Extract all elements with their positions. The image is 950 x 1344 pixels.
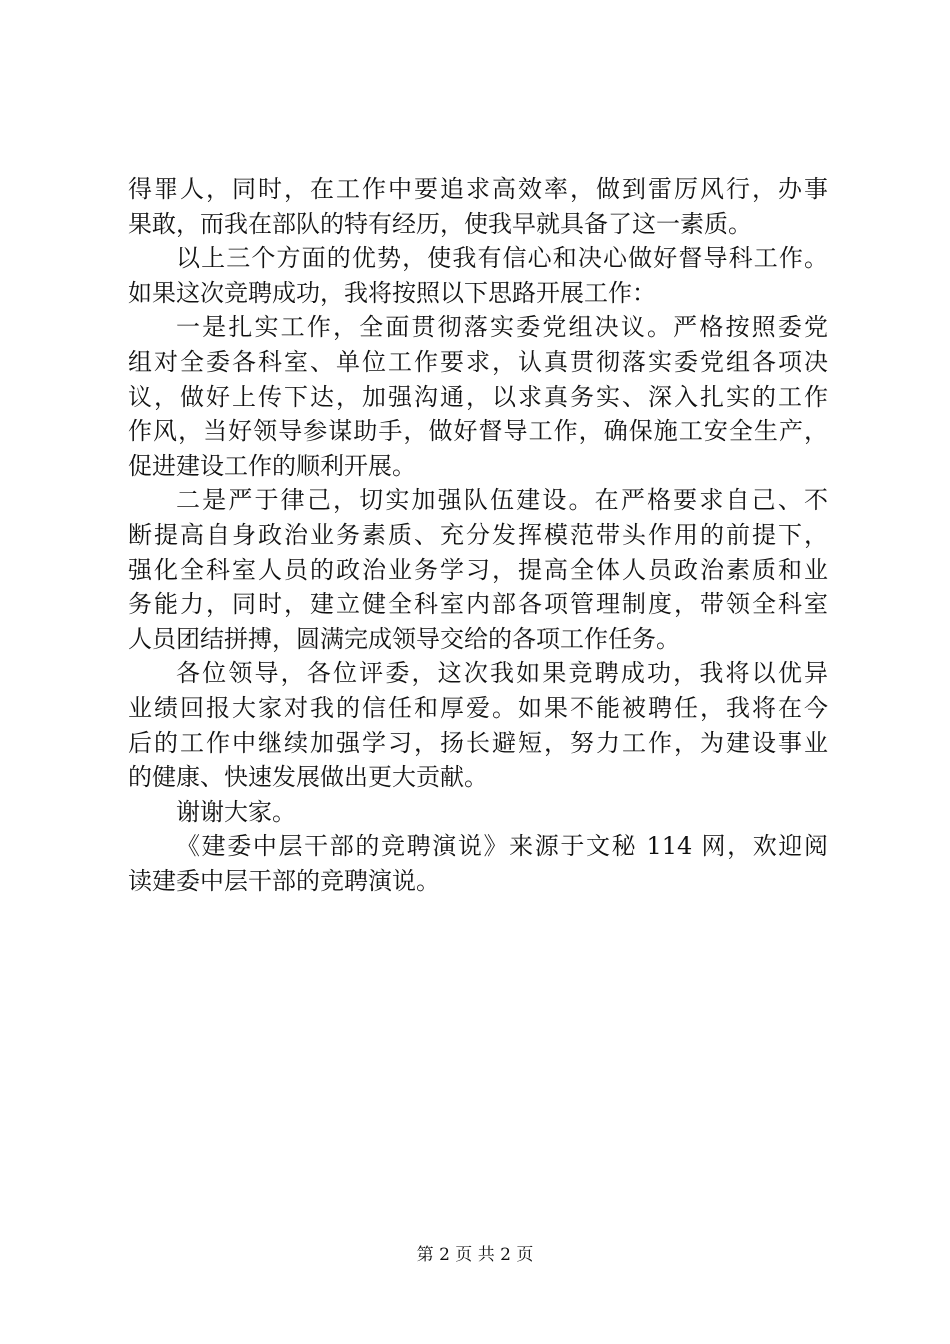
text-line: 二是严于律己，切实加强队伍建设。在严格要求自己、不 <box>176 486 828 515</box>
text-line: 业绩回报大家对我的信任和厚爱。如果不能被聘任，我将在今 <box>128 693 828 722</box>
text-line: 如果这次竞聘成功，我将按照以下思路开展工作： <box>128 278 656 307</box>
text-line: 谢谢大家。 <box>176 797 296 826</box>
text-line: 一是扎实工作，全面贯彻落实委党组决议。严格按照委党 <box>176 313 828 342</box>
text-line: 人员团结拼搏，圆满完成领导交给的各项工作任务。 <box>128 624 680 653</box>
text-line: 组对全委各科室、单位工作要求，认真贯彻落实委党组各项决 <box>128 347 828 376</box>
text-line: 果敢，而我在部队的特有经历，使我早就具备了这一素质。 <box>128 209 752 238</box>
text-line: 断提高自身政治业务素质、充分发挥模范带头作用的前提下， <box>128 520 828 549</box>
text-line: 《建委中层干部的竞聘演说》来源于文秘 114 网，欢迎阅 <box>176 832 828 861</box>
text-line: 务能力，同时，建立健全科室内部各项管理制度，带领全科室 <box>128 590 828 619</box>
document-body <box>128 172 828 898</box>
text-line: 后的工作中继续加强学习，扬长避短，努力工作，为建设事业 <box>128 728 828 757</box>
text-line: 促进建设工作的顺利开展。 <box>128 451 416 480</box>
text-line: 强化全科室人员的政治业务学习，提高全体人员政治素质和业 <box>128 555 828 584</box>
text-line: 各位领导，各位评委，这次我如果竞聘成功，我将以优异 <box>176 659 828 688</box>
text-line: 作风，当好领导参谋助手，做好督导工作，确保施工安全生产， <box>128 417 828 446</box>
text-line: 读建委中层干部的竞聘演说。 <box>128 866 440 895</box>
page-footer: 第 2 页 共 2 页 <box>416 1245 534 1265</box>
text-line: 以上三个方面的优势，使我有信心和决心做好督导科工作。 <box>176 244 828 273</box>
text-line: 的健康、快速发展做出更大贡献。 <box>128 763 488 792</box>
text-line: 得罪人，同时，在工作中要追求高效率，做到雷厉风行，办事 <box>128 175 828 203</box>
text-line: 议，做好上传下达，加强沟通，以求真务实、深入扎实的工作 <box>128 382 828 411</box>
